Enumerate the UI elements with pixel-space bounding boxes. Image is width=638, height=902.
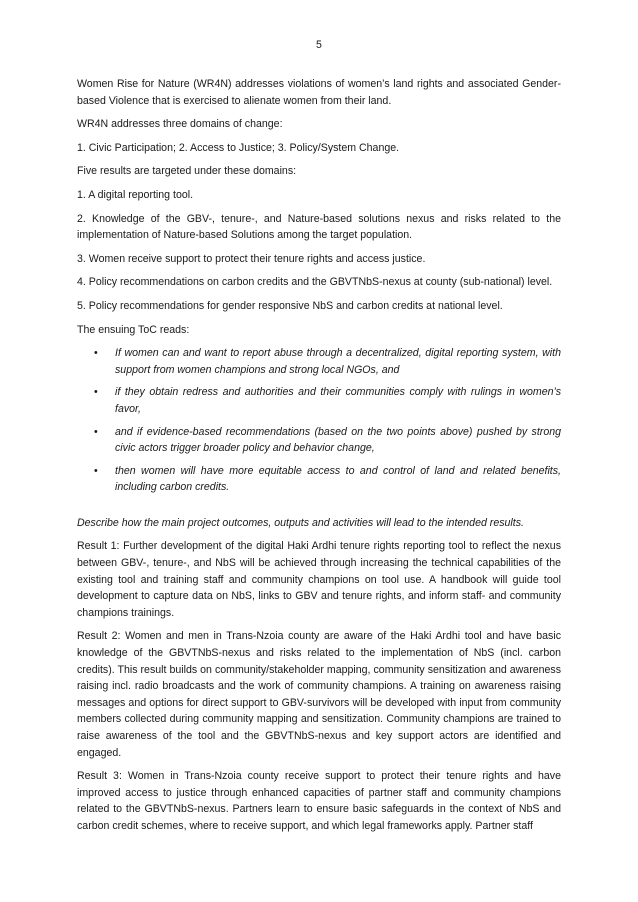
result-item-2: 2. Knowledge of the GBV-, tenure-, and Nature-based solutions nexus and risks related to the implementation of Nature-based Solutions among the target population.	[77, 212, 561, 242]
result-description-2: Result 2: Women and men in Trans-Nzoia county are aware of the Haki Ardhi tool and have basic knowledge of the GBVTNbS-nexus and risks related to the implementation of NbS (incl. carbon credits). This result builds on community/stakeholder mapping, community sensitization and awareness raising incl. radio broadcasts and the work of community champions. A training on awareness raising messages and options for direct support to GBV-survivors will be developed with input from community members collected during community mapping and sensitization. Community champions are trained to raise awareness of the tool and the GBVTNbS-nexus and key support actors are identified and engaged.	[77, 630, 561, 759]
bullet-icon: •	[94, 425, 98, 438]
toc-item-text: If women can and want to report abuse through a decentralized, digital reporting system, with support from women champions and strong local NGOs, and	[115, 347, 561, 376]
result-item-5: 5. Policy recommendations for gender responsive NbS and carbon credits at national level.	[77, 299, 503, 312]
toc-item	[77, 345, 561, 378]
section-prompt: Describe how the main project outcomes, outputs and activities will lead to the intended results.	[77, 516, 524, 529]
result-item-4: 4. Policy recommendations on carbon credits and the GBVTNbS-nexus at county (sub-national) level.	[77, 276, 553, 289]
toc-item	[77, 424, 561, 457]
toc-item	[77, 463, 561, 496]
results-heading: Five results are targeted under these domains:	[77, 165, 297, 178]
result-item-3: 3. Women receive support to protect their tenure rights and access justice.	[77, 252, 426, 265]
toc-item	[77, 384, 561, 417]
toc-heading: The ensuing ToC reads:	[77, 323, 190, 336]
page-content	[77, 76, 561, 842]
toc-item-text: then women will have more equitable access to and control of land and related benefits, including carbon credits.	[115, 464, 561, 494]
intro-paragraph: Women Rise for Nature (WR4N) addresses violations of women’s land rights and associated Gender-based Violence that is exercised to alienate women from their land.	[77, 78, 561, 107]
domains-heading: WR4N addresses three domains of change:	[77, 118, 283, 131]
toc-item-text: if they obtain redress and authorities and their communities comply with rulings in women’s favor,	[115, 386, 561, 415]
domains-list: 1. Civic Participation; 2. Access to Justice; 3. Policy/System Change.	[77, 141, 400, 154]
result-item-1: 1. A digital reporting tool.	[77, 188, 194, 201]
result-description-1: Result 1: Further development of the digital Haki Ardhi tenure rights reporting tool to reflect the nexus between GBV-, tenure-, and NbS will be achieved through increasing the technical capabilities of the existing tool and training staff and community champions on tool use. A handbook will guide tool development to capture data on NbS, links to GBV and tenure rights, and inform staff- and community champions trainings.	[77, 540, 561, 619]
result-description-3: Result 3: Women in Trans-Nzoia county receive support to protect their tenure rights and have improved access to justice through enhanced capacities of partner staff and community champions related to the GBVTNbS-nexus. Partners learn to ensure basic safeguards in the context of NbS and carbon credit schemes, where to receive support, and which legal frameworks apply. Partner staff	[77, 770, 561, 832]
toc-list	[77, 345, 561, 496]
page-number: 5	[316, 39, 322, 51]
toc-item-text: and if evidence-based recommendations (based on the two points above) pushed by strong civic actors trigger broader policy and behavior change,	[115, 425, 561, 455]
bullet-icon: •	[94, 347, 98, 360]
bullet-icon: •	[94, 464, 98, 477]
bullet-icon: •	[94, 386, 98, 399]
